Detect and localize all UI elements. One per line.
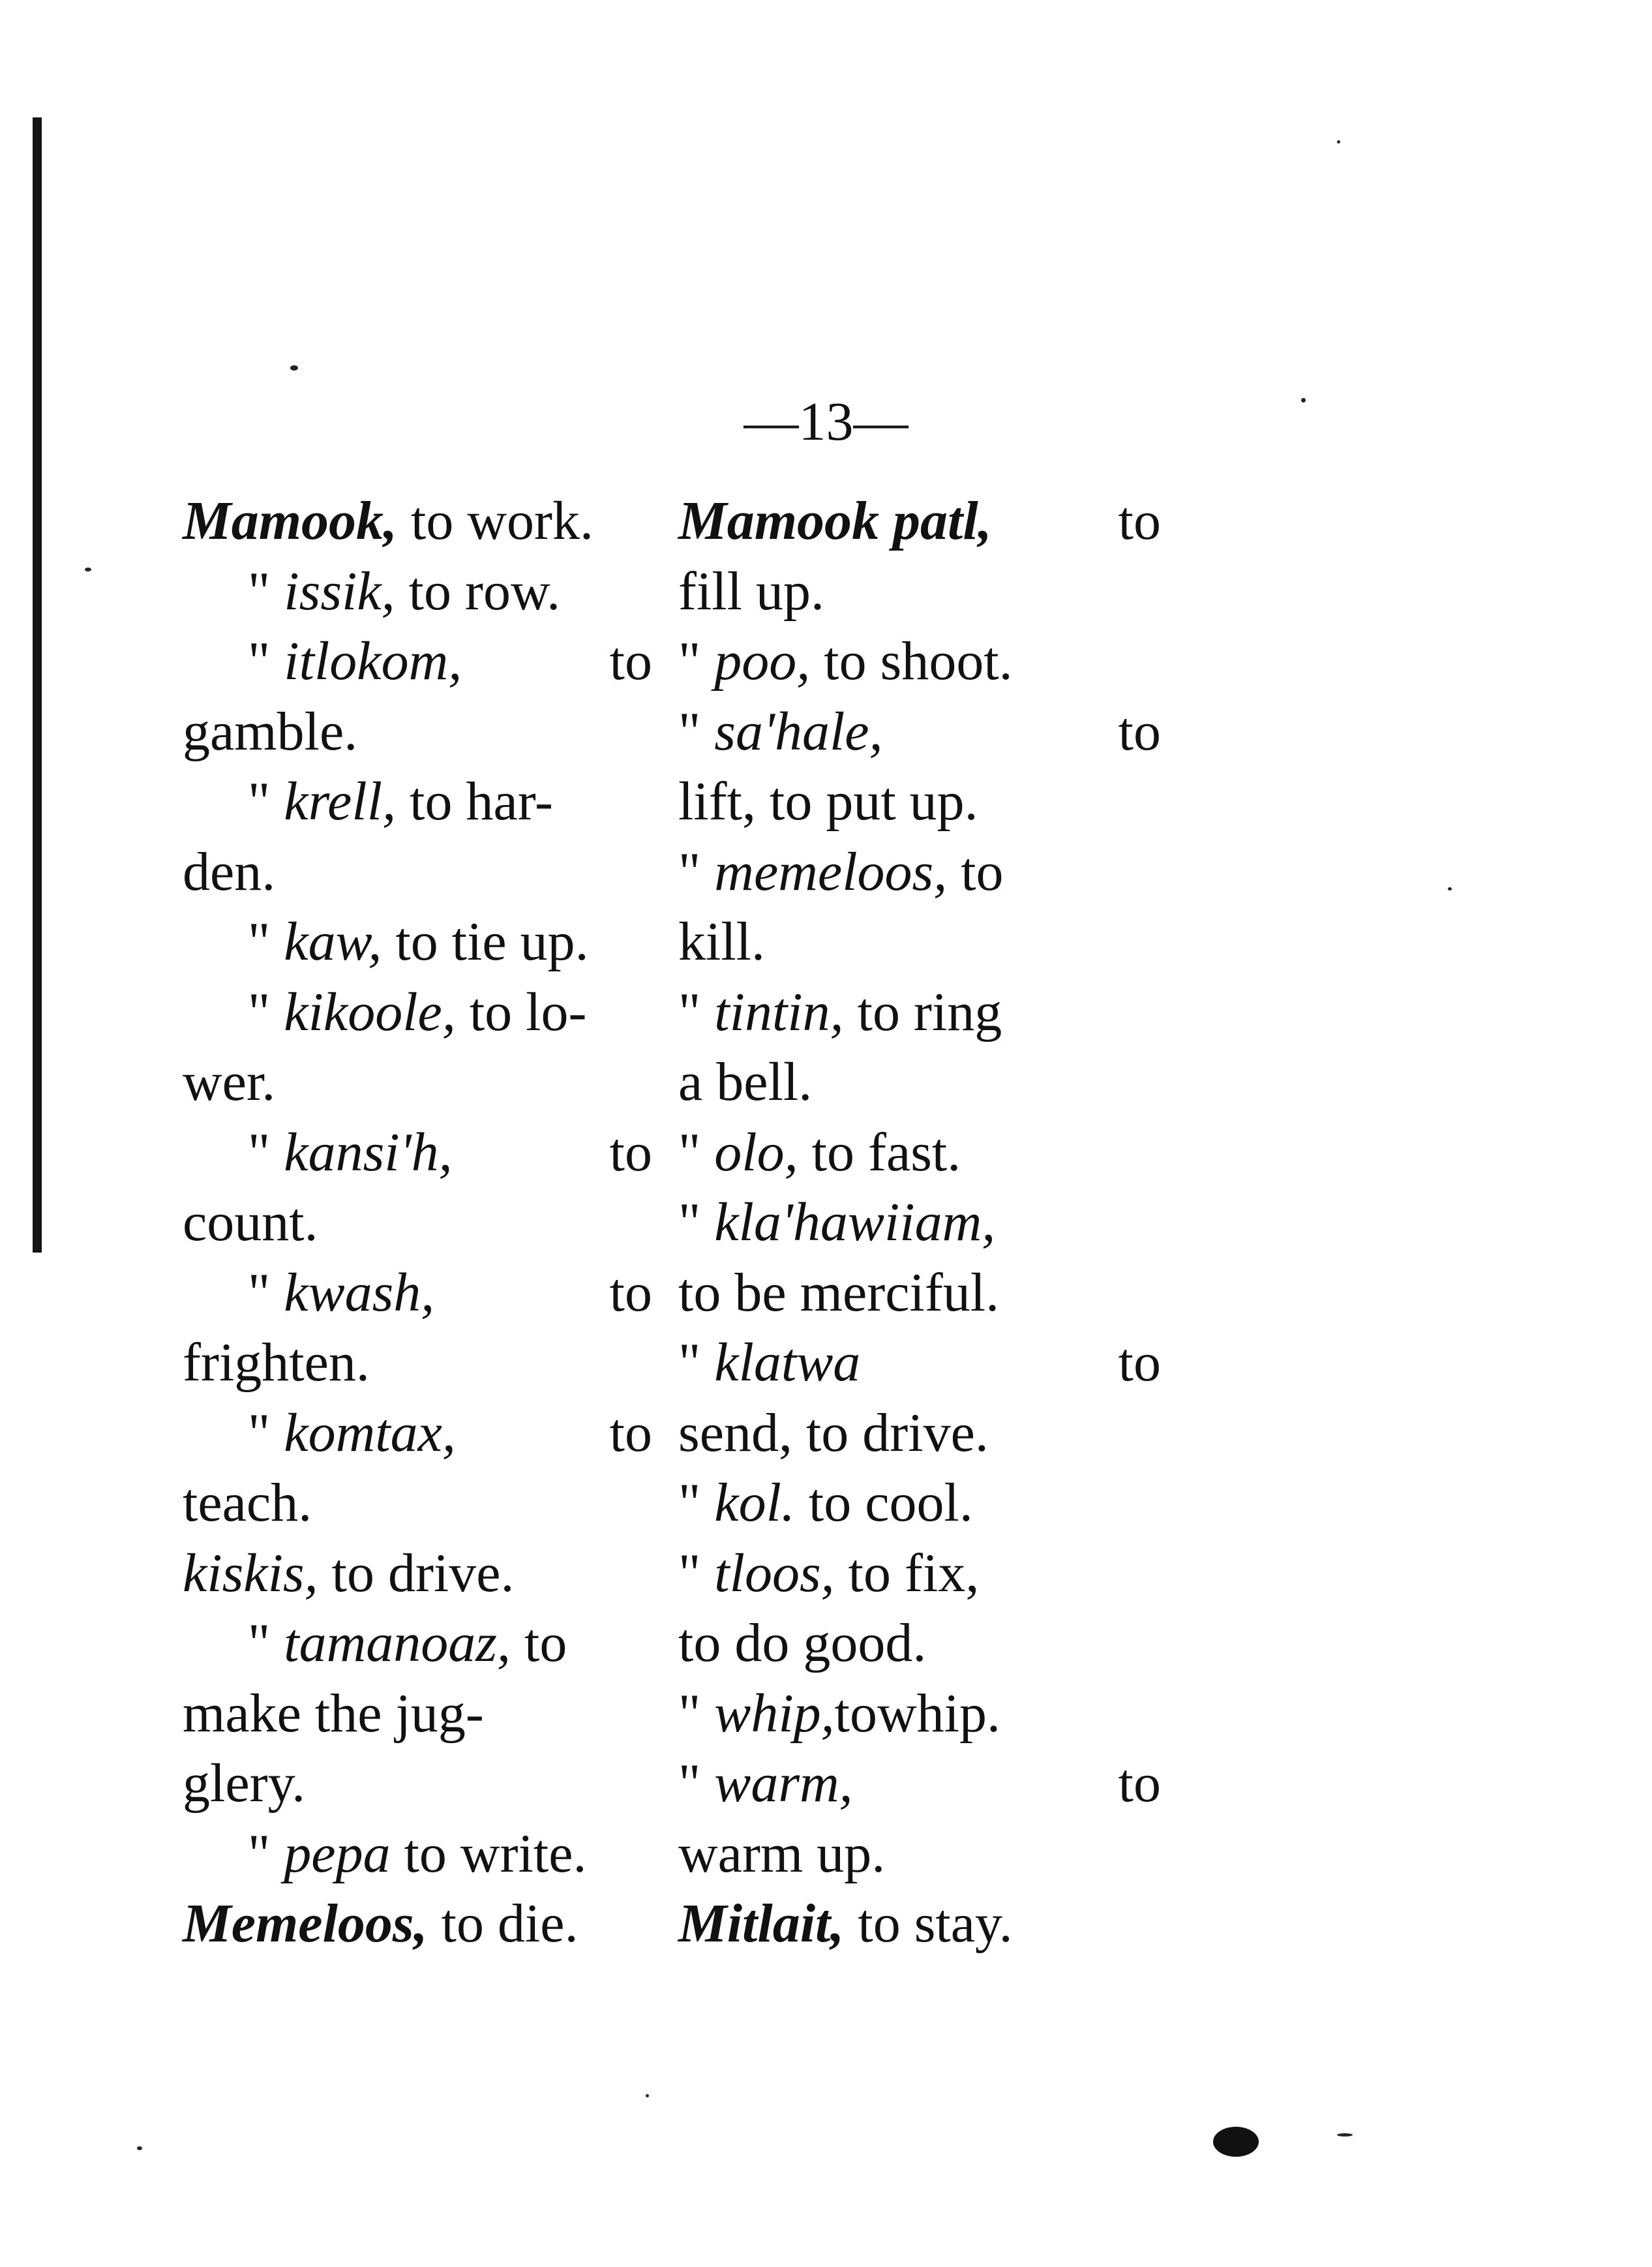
chinook-term: kansi'h,	[284, 1121, 453, 1183]
ditto-mark: "	[678, 981, 715, 1042]
line-head	[248, 1398, 456, 1468]
dictionary-line	[678, 1889, 1161, 1959]
line-head	[678, 1328, 860, 1398]
chinook-term: memeloos,	[714, 841, 948, 902]
dictionary-line	[183, 977, 652, 1048]
english-gloss: glery.	[183, 1753, 306, 1814]
dictionary-line	[183, 1328, 652, 1398]
line-head	[183, 1187, 318, 1258]
binding-edge-mark	[33, 117, 42, 1253]
line-head	[678, 1258, 999, 1328]
english-gloss: send, to drive.	[678, 1402, 989, 1463]
chinook-term: kiskis,	[183, 1542, 318, 1604]
line-head	[678, 1538, 979, 1609]
ditto-mark: "	[678, 1121, 715, 1183]
chinook-term: kikoole,	[284, 981, 456, 1042]
line-head	[248, 1819, 587, 1889]
dictionary-line	[678, 1468, 1161, 1538]
chinook-term: pepa	[284, 1823, 391, 1884]
ditto-mark: "	[678, 631, 715, 692]
ditto-mark: "	[248, 1121, 284, 1183]
english-gloss: count.	[183, 1192, 318, 1253]
dictionary-line	[183, 1819, 652, 1889]
dictionary-line	[183, 1118, 652, 1188]
speck	[1337, 140, 1340, 144]
english-gloss: kill.	[678, 911, 766, 972]
dictionary-line	[183, 1538, 652, 1609]
line-head	[183, 1748, 305, 1819]
english-gloss: to fast.	[798, 1121, 961, 1183]
dictionary-line	[678, 697, 1161, 767]
english-gloss: gamble.	[183, 701, 358, 762]
english-gloss: to	[1118, 701, 1161, 762]
speck	[1301, 398, 1306, 403]
english-gloss: to be merciful.	[678, 1262, 1000, 1323]
ditto-mark: "	[248, 1823, 284, 1884]
line-head	[678, 626, 1013, 697]
ditto-mark: "	[678, 1682, 715, 1744]
dictionary-line	[678, 907, 1161, 977]
english-gloss: to ring	[843, 981, 1002, 1042]
ditto-mark: "	[248, 981, 284, 1042]
chinook-term: krell,	[284, 771, 397, 832]
english-gloss: to	[609, 631, 652, 692]
line-head	[678, 1118, 961, 1188]
dictionary-line	[183, 1468, 652, 1538]
line-head	[678, 1748, 853, 1819]
english-gloss: to	[609, 1262, 652, 1323]
dictionary-line	[678, 1047, 1161, 1118]
line-head	[183, 1889, 578, 1959]
speck	[85, 568, 91, 571]
dictionary-line	[183, 767, 652, 837]
english-gloss: to row.	[395, 560, 561, 622]
english-gloss: lift, to put up.	[678, 771, 978, 832]
ditto-mark: "	[678, 1542, 715, 1604]
chinook-term: warm,	[714, 1753, 853, 1814]
english-gloss: wer.	[183, 1052, 276, 1112]
chinook-term: kwash,	[284, 1262, 435, 1323]
ditto-mark: "	[248, 560, 284, 622]
english-gloss: to drive.	[318, 1542, 515, 1604]
line-head	[183, 837, 275, 907]
line-head	[183, 486, 593, 556]
english-gloss: den.	[183, 841, 276, 902]
dictionary-line	[183, 1258, 652, 1328]
line-head	[248, 626, 462, 697]
ditto-mark: "	[678, 701, 715, 762]
chinook-term: Mitlait,	[678, 1893, 845, 1954]
dictionary-line	[183, 837, 652, 907]
ditto-mark: "	[678, 1753, 715, 1814]
ditto-mark: "	[678, 1192, 715, 1253]
line-head	[183, 1538, 515, 1609]
dictionary-line	[678, 556, 1161, 627]
dictionary-line	[678, 1819, 1161, 1889]
speck	[646, 2094, 649, 2097]
line-head	[248, 556, 560, 627]
ditto-mark: "	[248, 631, 284, 692]
line-head	[248, 767, 553, 837]
chinook-term: Mamook patl,	[678, 491, 992, 551]
line-head	[248, 1258, 434, 1328]
chinook-term: Memeloos,	[183, 1893, 428, 1954]
line-head	[678, 1889, 1013, 1959]
speck	[1337, 2133, 1353, 2137]
chinook-term: itlokom,	[284, 631, 462, 692]
right-column	[678, 486, 1161, 1959]
line-head	[678, 1187, 995, 1258]
dictionary-line	[678, 626, 1161, 697]
left-column	[183, 486, 652, 1959]
english-gloss: to	[1118, 1753, 1161, 1814]
chinook-term: whip,	[714, 1682, 835, 1744]
english-gloss: to	[511, 1613, 567, 1673]
line-head	[183, 1468, 312, 1538]
line-head	[678, 907, 765, 977]
ditto-mark: "	[678, 1332, 715, 1393]
english-gloss: to	[1118, 1332, 1161, 1393]
dictionary-line	[183, 486, 652, 556]
ditto-mark: "	[248, 1402, 284, 1463]
chinook-term: poo,	[714, 631, 811, 692]
line-head	[678, 1819, 885, 1889]
dictionary-line	[183, 1608, 652, 1679]
chinook-term: komtax,	[284, 1402, 456, 1463]
english-gloss: warm up.	[678, 1823, 886, 1884]
dictionary-line	[183, 626, 652, 697]
english-gloss: fill up.	[678, 560, 824, 622]
english-gloss: a bell.	[678, 1052, 813, 1112]
line-head	[183, 697, 357, 767]
line-head	[678, 767, 978, 837]
english-gloss: to work.	[397, 491, 594, 551]
speck	[290, 365, 298, 371]
dictionary-line	[678, 486, 1161, 556]
line-head	[678, 1398, 989, 1468]
english-gloss: make the jug-	[183, 1682, 484, 1744]
chinook-term: Mamook,	[183, 491, 398, 551]
ditto-mark: "	[248, 771, 284, 832]
dictionary-line	[183, 1889, 652, 1959]
speck	[137, 2146, 142, 2150]
chinook-term: klatwa	[714, 1332, 861, 1393]
english-gloss: to die.	[427, 1893, 578, 1954]
ditto-mark: "	[248, 1613, 284, 1673]
english-gloss: to	[947, 841, 1004, 902]
english-gloss: to stay.	[844, 1893, 1013, 1954]
line-head	[248, 907, 589, 977]
line-head	[678, 837, 1004, 907]
speck	[1448, 887, 1452, 890]
line-head	[183, 1328, 370, 1398]
english-gloss: to	[609, 1121, 652, 1183]
dictionary-line	[678, 1538, 1161, 1609]
english-gloss: to shoot.	[810, 631, 1013, 692]
english-gloss: to	[609, 1402, 652, 1463]
line-head	[678, 697, 883, 767]
dictionary-line	[183, 1187, 652, 1258]
line-head	[678, 1608, 926, 1679]
line-head	[678, 1047, 812, 1118]
chinook-term: sa'hale,	[714, 701, 883, 762]
english-gloss: frighten.	[183, 1332, 370, 1393]
dictionary-line	[678, 1258, 1161, 1328]
dictionary-line	[678, 767, 1161, 837]
chinook-term: tamanoaz,	[284, 1613, 511, 1673]
line-head	[678, 1468, 973, 1538]
dictionary-line	[183, 1748, 652, 1819]
ditto-mark: "	[248, 1262, 284, 1323]
line-head	[183, 1679, 484, 1749]
english-gloss: teach.	[183, 1472, 312, 1533]
dictionary-line	[678, 1187, 1161, 1258]
chinook-term: kla'hawiiam,	[714, 1192, 996, 1253]
dictionary-line	[678, 1679, 1161, 1749]
line-head	[248, 1118, 453, 1188]
line-head	[678, 556, 824, 627]
english-gloss: to lo-	[455, 981, 587, 1042]
ditto-mark: "	[678, 1472, 715, 1533]
chinook-term: olo,	[714, 1121, 798, 1183]
dictionary-line	[183, 1398, 652, 1468]
chinook-term: kol.	[714, 1472, 795, 1533]
page-number: —13—	[743, 391, 909, 452]
dictionary-line	[678, 837, 1161, 907]
chinook-term: issik,	[284, 560, 395, 622]
line-head	[248, 1608, 567, 1679]
dictionary-line	[183, 1047, 652, 1118]
line-head	[678, 977, 1002, 1048]
ink-blot	[1213, 2127, 1259, 2157]
line-head	[183, 1047, 275, 1118]
dictionary-line	[678, 1608, 1161, 1679]
dictionary-line	[183, 1679, 652, 1749]
english-gloss: to fix,	[834, 1542, 980, 1604]
chinook-term: tloos,	[714, 1542, 835, 1604]
english-gloss: to har-	[396, 771, 554, 832]
line-head	[248, 977, 586, 1048]
english-gloss: to	[1118, 491, 1161, 551]
english-gloss: to do good.	[678, 1613, 927, 1673]
ditto-mark: "	[678, 841, 715, 902]
line-head	[678, 486, 992, 556]
chinook-term: tintin,	[714, 981, 844, 1042]
dictionary-line	[678, 1398, 1161, 1468]
dictionary-line	[678, 1328, 1161, 1398]
chinook-term: kaw,	[284, 911, 382, 972]
dictionary-line	[678, 1748, 1161, 1819]
english-gloss: to write.	[390, 1823, 587, 1884]
dictionary-line	[183, 556, 652, 627]
line-head	[678, 1679, 1000, 1749]
dictionary-line	[183, 697, 652, 767]
english-gloss: to cool.	[794, 1472, 973, 1533]
dictionary-line	[183, 907, 652, 977]
dictionary-line	[678, 977, 1161, 1048]
english-gloss: to tie up.	[382, 911, 589, 972]
english-gloss: towhip.	[834, 1682, 1001, 1744]
dictionary-line	[678, 1118, 1161, 1188]
ditto-mark: "	[248, 911, 284, 972]
